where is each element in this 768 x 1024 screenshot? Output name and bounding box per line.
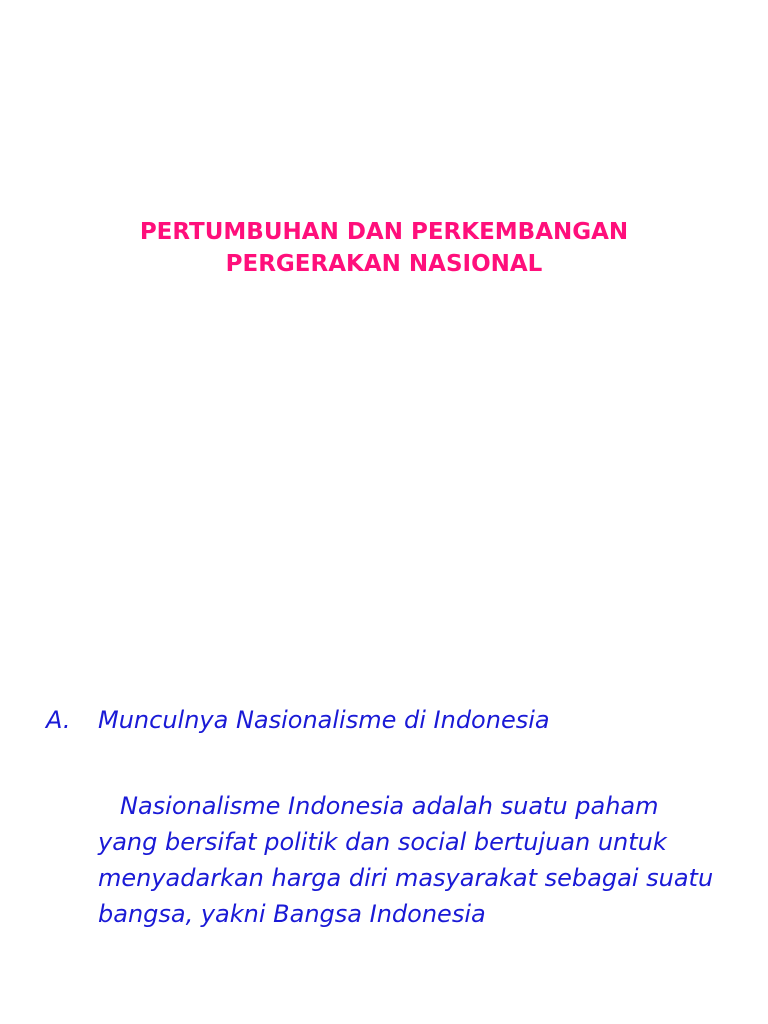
section-marker: A. [46,706,71,734]
paragraph-line-4: bangsa, yakni Bangsa Indonesia [98,900,486,928]
title-line-1: PERTUMBUHAN DAN PERKEMBANGAN [139,219,629,245]
section-heading-text: Munculnya Nasionalisme di Indonesia [98,706,550,734]
section-paragraph [98,788,738,932]
title-line-2: PERGERAKAN NASIONAL [225,251,543,277]
section-heading [46,702,726,738]
paragraph-line-3: menyadarkan harga diri masyarakat sebagai suatu [98,864,714,892]
section-a [46,702,726,738]
page-title [0,216,768,280]
paragraph-line-2: yang bersifat politik dan social bertujuan untuk [98,828,667,856]
paragraph-line-1: Nasionalisme Indonesia adalah suatu paham [120,792,659,820]
